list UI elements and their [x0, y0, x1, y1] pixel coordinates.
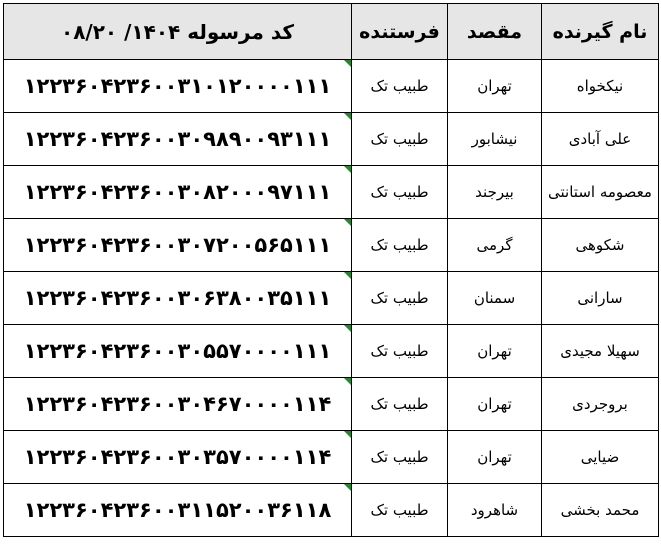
sender-cell[interactable]: طبیب تک [352, 484, 448, 537]
destination-cell[interactable]: تهران [448, 378, 542, 431]
destination-cell[interactable]: تهران [448, 325, 542, 378]
header-row [4, 4, 659, 60]
sender-cell[interactable]: طبیب تک [352, 166, 448, 219]
sender-cell[interactable]: طبیب تک [352, 272, 448, 325]
header-shipment-code[interactable]: کد مرسوله ۱۴۰۴/ ۰۸/۲۰ [4, 4, 352, 60]
sender-cell[interactable]: طبیب تک [352, 113, 448, 166]
shipment-code-cell[interactable]: ۱۲۲۳۶۰۴۲۳۶۰۰۳۰۵۵۷۰۰۰۰۱۱۱ [4, 325, 352, 378]
table-row [4, 60, 659, 113]
table-row [4, 431, 659, 484]
shipment-code-cell[interactable]: ۱۲۲۳۶۰۴۲۳۶۰۰۳۱۱۵۲۰۰۳۶۱۱۸ [4, 484, 352, 537]
shipment-code-cell[interactable]: ۱۲۲۳۶۰۴۲۳۶۰۰۳۱۰۱۲۰۰۰۰۱۱۱ [4, 60, 352, 113]
destination-cell[interactable]: گرمی [448, 219, 542, 272]
recipient-cell[interactable]: ضیایی [542, 431, 659, 484]
shipment-code-cell[interactable]: ۱۲۲۳۶۰۴۲۳۶۰۰۳۰۳۵۷۰۰۰۰۱۱۴ [4, 431, 352, 484]
destination-cell[interactable]: تهران [448, 60, 542, 113]
destination-cell[interactable]: تهران [448, 431, 542, 484]
recipient-cell[interactable]: علی آبادی [542, 113, 659, 166]
table-row [4, 113, 659, 166]
header-sender[interactable]: فرستنده [352, 4, 448, 60]
table-row [4, 378, 659, 431]
shipment-code-cell[interactable]: ۱۲۲۳۶۰۴۲۳۶۰۰۳۰۴۶۷۰۰۰۰۱۱۴ [4, 378, 352, 431]
recipient-cell[interactable]: نیکخواه [542, 60, 659, 113]
shipment-code-cell[interactable]: ۱۲۲۳۶۰۴۲۳۶۰۰۳۰۶۳۸۰۰۳۵۱۱۱ [4, 272, 352, 325]
recipient-cell[interactable]: شکوهی [542, 219, 659, 272]
shipment-sheet [3, 3, 659, 537]
recipient-cell[interactable]: سارانی [542, 272, 659, 325]
sender-cell[interactable]: طبیب تک [352, 219, 448, 272]
shipment-code-cell[interactable]: ۱۲۲۳۶۰۴۲۳۶۰۰۳۰۷۲۰۰۵۶۵۱۱۱ [4, 219, 352, 272]
table-row [4, 272, 659, 325]
shipment-code-cell[interactable]: ۱۲۲۳۶۰۴۲۳۶۰۰۳۰۸۲۰۰۰۹۷۱۱۱ [4, 166, 352, 219]
table-row [4, 166, 659, 219]
recipient-cell[interactable]: سهیلا مجیدی [542, 325, 659, 378]
sender-cell[interactable]: طبیب تک [352, 325, 448, 378]
shipment-table [3, 3, 659, 537]
destination-cell[interactable]: سمنان [448, 272, 542, 325]
destination-cell[interactable]: نیشابور [448, 113, 542, 166]
table-row [4, 325, 659, 378]
sender-cell[interactable]: طبیب تک [352, 378, 448, 431]
header-recipient[interactable]: نام گیرنده [542, 4, 659, 60]
recipient-cell[interactable]: بروجردی [542, 378, 659, 431]
table-row [4, 219, 659, 272]
sender-cell[interactable]: طبیب تک [352, 60, 448, 113]
recipient-cell[interactable]: محمد بخشی [542, 484, 659, 537]
table-row [4, 484, 659, 537]
sender-cell[interactable]: طبیب تک [352, 431, 448, 484]
destination-cell[interactable]: شاهرود [448, 484, 542, 537]
recipient-cell[interactable]: معصومه استانتی [542, 166, 659, 219]
shipment-code-cell[interactable]: ۱۲۲۳۶۰۴۲۳۶۰۰۳۰۹۸۹۰۰۹۳۱۱۱ [4, 113, 352, 166]
header-destination[interactable]: مقصد [448, 4, 542, 60]
destination-cell[interactable]: بیرجند [448, 166, 542, 219]
